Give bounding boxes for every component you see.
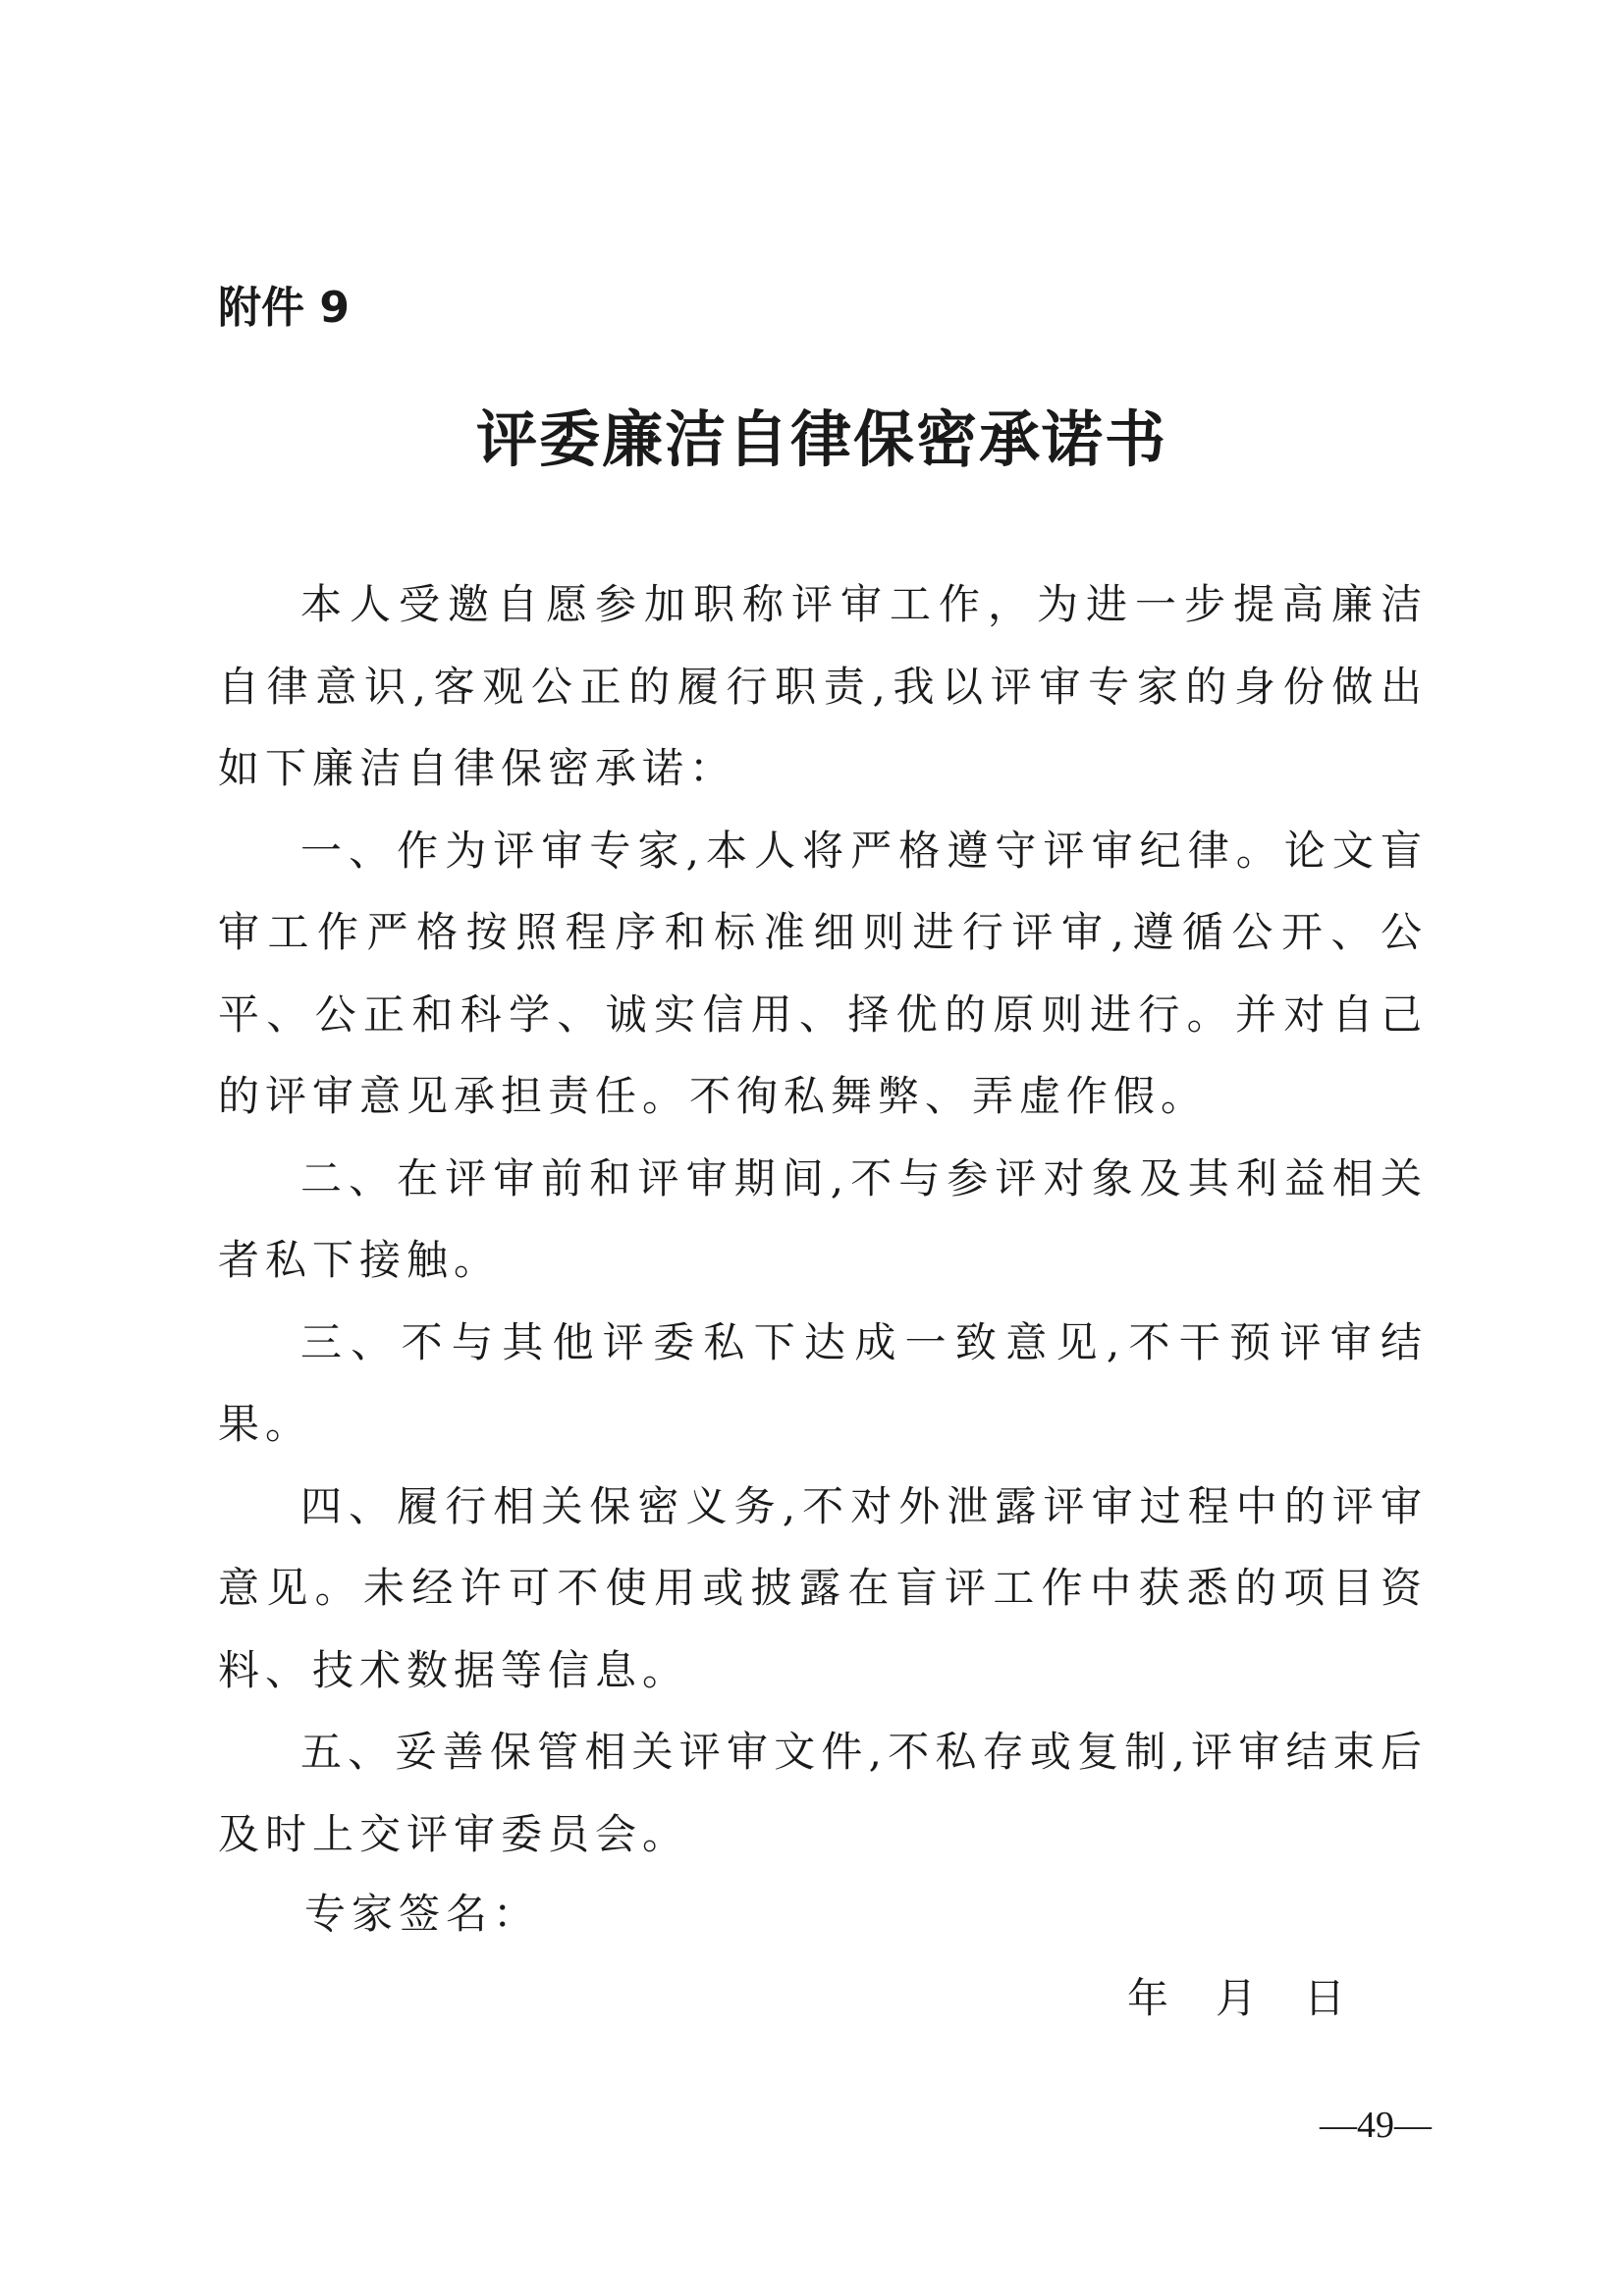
commitment-item-1: 一、作为评审专家,本人将严格遵守评审纪律。论文盲审工作严格按照程序和标准细则进行评审,遵循公开、公平、公正和科学、诚实信用、择优的原则进行。并对自己的评审意见承担责任。不徇私舞弊、弄虚作假。 <box>218 826 1428 1120</box>
commitment-item-2: 二、在评审前和评审期间,不与参评对象及其利益相关者私下接触。 <box>218 1153 1428 1284</box>
commitment-body <box>218 563 1428 1875</box>
commitment-item-4: 四、履行相关保密义务,不对外泄露评审过程中的评审意见。未经许可不使用或披露在盲评工作中获悉的项目资料、技术数据等信息。 <box>218 1481 1428 1694</box>
date-month: 月 <box>1216 1974 1258 2022</box>
page-number: —49— <box>1320 2105 1432 2146</box>
document-title: 评委廉洁自律保密承诺书 <box>475 403 1167 475</box>
date-year: 年 <box>1127 1974 1169 2022</box>
attachment-label: 附件 9 <box>218 283 350 333</box>
expert-signature-label: 专家签名： <box>304 1890 541 1938</box>
date-line <box>1127 1969 1345 2028</box>
intro-paragraph: 本人受邀自愿参加职称评审工作，为进一步提高廉洁自律意识,客观公正的履行职责,我以评审专家的身份做出如下廉洁自律保密承诺： <box>218 580 1428 792</box>
commitment-item-3: 三、不与其他评委私下达成一致意见,不干预评审结果。 <box>218 1317 1428 1448</box>
date-day: 日 <box>1304 1974 1346 2022</box>
commitment-item-5: 五、妥善保管相关评审文件,不私存或复制,评审结束后及时上交评审委员会。 <box>218 1728 1428 1858</box>
